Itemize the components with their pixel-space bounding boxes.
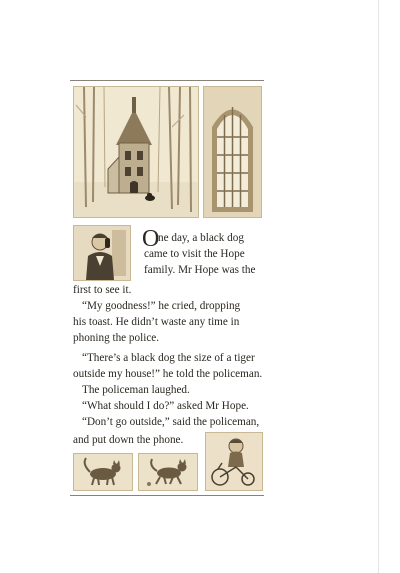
window-illustration [203,86,262,218]
house-illustration [73,86,199,218]
story-line-4: first to see it. [73,284,132,296]
boy-on-tricycle-icon [206,433,262,490]
boy-tricycle-illustration [205,432,263,491]
story-line-9: outside my house!” he told the policeman. [73,368,263,380]
top-rule [70,80,264,81]
bottom-rule [70,495,264,496]
story-line-6: his toast. He didn’t waste any time in [73,316,240,328]
drop-cap: O [142,226,160,252]
cat-walking-icon [139,454,197,490]
man-on-telephone-icon [74,226,130,280]
story-line-10: The policeman laughed. [82,384,190,396]
man-phone-illustration [73,225,131,281]
story-line-8: “There’s a black dog the size of a tiger [82,352,255,364]
story-line-13: and put down the phone. [73,434,184,446]
story-line-12: “Don’t go outside,” said the policeman, [82,416,260,428]
story-line-1: ne day, a black dog [158,232,244,244]
cat-walking-icon [74,454,132,490]
cat-left-illustration [73,453,133,491]
house-in-woods-icon [74,87,198,217]
cat-right-illustration [138,453,198,491]
page-edge [378,0,379,573]
story-line-3: family. Mr Hope was the [144,264,256,276]
story-line-11: “What should I do?” asked Mr Hope. [82,400,249,412]
story-line-5: “My goodness!” he cried, dropping [82,300,241,312]
story-line-7: phoning the police. [73,332,160,344]
arched-window-icon [204,87,261,217]
story-line-2: came to visit the Hope [144,248,245,260]
